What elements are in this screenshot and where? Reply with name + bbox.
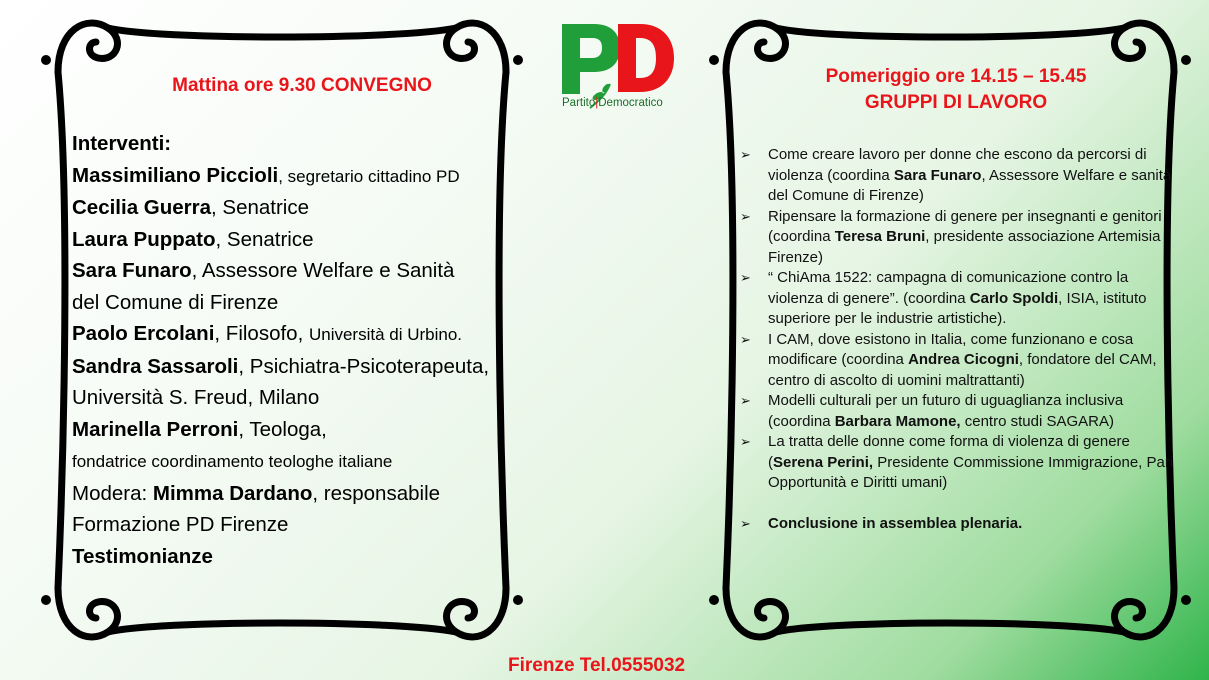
arrow-bullet-icon: ➢ <box>740 434 751 449</box>
arrow-bullet-icon: ➢ <box>740 393 751 408</box>
list-item: ➢ La tratta delle donne come forma di violenza di genere (Serena Perini, Presidente Commissione Immigrazione, Pari Opportunità e Diritti umani) <box>740 433 1174 491</box>
testimonials-label: Testimonianze <box>72 544 213 568</box>
arrow-bullet-icon: ➢ <box>740 515 751 531</box>
morning-session-heading: Mattina ore 9.30 CONVEGNO <box>172 75 432 96</box>
logo-caption: Partito|Democratico <box>562 97 663 109</box>
moderator-row-continued: Formazione PD Firenze <box>72 513 289 536</box>
speaker-row: Massimiliano Piccioli, segretario cittadino PD <box>72 163 460 187</box>
speaker-row: Sara Funaro, Assessore Welfare e Sanità <box>72 259 455 282</box>
speaker-row: Cecilia Guerra, Senatrice <box>72 196 310 219</box>
speaker-row-continued: fondatrice coordinamento teologhe italiane <box>72 452 393 471</box>
arrow-bullet-icon: ➢ <box>740 147 751 162</box>
list-item: ➢ Come creare lavoro per donne che escono da percorsi di violenza (coordina Sara Funaro, Assessore Welfare e sanità del Comune di Firenze) <box>740 146 1172 204</box>
list-item: ➢ Ripensare la formazione di genere per insegnanti e genitori (coordina Teresa Bruni, presidente associazione Artemisia Firenze) <box>740 207 1162 266</box>
speaker-row: Laura Puppato, Senatrice <box>72 227 314 251</box>
interventions-label: Interventi: <box>72 132 172 155</box>
working-groups-title: GRUPPI DI LAVORO <box>864 92 1048 113</box>
arrow-bullet-icon: ➢ <box>740 208 751 224</box>
speakers-list <box>72 128 532 572</box>
list-item: ➢ I CAM, dove esistono in Italia, come funzionano e cosa modificare (coordina Andrea Cicogni, fondatore del CAM, centro di ascolto di uomini maltrattanti) <box>740 330 1157 389</box>
moderator-row: Modera: Mimma Dardano, responsabile <box>72 481 441 505</box>
afternoon-session-heading <box>730 64 1182 116</box>
speaker-row-continued: del Comune di Firenze <box>72 290 279 314</box>
afternoon-time: Pomeriggio ore 14.15 – 15.45 <box>825 66 1087 87</box>
list-item: ➢ Modelli culturali per un futuro di uguaglianza inclusiva (coordina Barbara Mamone, centro studi SAGARA) <box>740 392 1124 430</box>
footer-contact: Firenze Tel.0555032 <box>508 655 686 676</box>
arrow-bullet-icon: ➢ <box>740 270 751 285</box>
conclusion-item: ➢ Conclusione in assemblea plenaria. <box>738 514 1178 535</box>
speaker-row-continued: Università S. Freud, Milano <box>72 386 320 409</box>
list-item: ➢ “ ChiAma 1522: campagna di comunicazione contro la violenza di genere”. (coordina Carlo Spoldi, ISIA, istituto superiore per le industrie artistiche). <box>740 269 1147 327</box>
speaker-row: Sandra Sassaroli, Psichiatra-Psicoterapeuta, <box>72 354 490 378</box>
speaker-row: Marinella Perroni, Teologa, <box>72 417 327 441</box>
speaker-row: Paolo Ercolani, Filosofo, Università di Urbino. <box>72 322 463 345</box>
working-groups-list <box>738 145 1178 534</box>
arrow-bullet-icon: ➢ <box>740 331 751 347</box>
